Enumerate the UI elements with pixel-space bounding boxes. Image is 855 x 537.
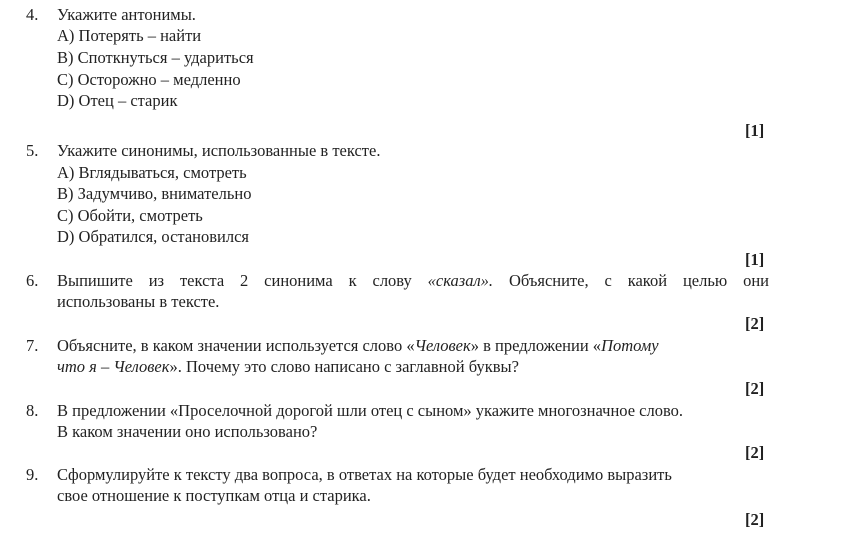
question-number: 8. (26, 401, 39, 420)
question-text-line-2: использованы в тексте. (57, 292, 220, 311)
option-b: B) Задумчиво, внимательно (57, 184, 252, 203)
score-mark: [2] (745, 314, 765, 333)
score-mark: [2] (745, 443, 765, 462)
option-c: C) Обойти, смотреть (57, 206, 203, 225)
question-text-line-1: Сформулируйте к тексту два вопроса, в ответах на которые будет необходимо выразить (57, 465, 672, 484)
text-segment: ». Почему это слово написано с заглавной буквы? (169, 357, 519, 376)
question-text-line-2: свое отношение к поступкам отца и старика. (57, 486, 371, 505)
italic-quote: Потому (601, 336, 659, 355)
text-segment: » в предложении « (470, 336, 602, 355)
score-mark: [2] (745, 379, 765, 398)
option-a: A) Вглядываться, смотреть (57, 163, 247, 182)
question-prompt: Укажите антонимы. (57, 5, 196, 24)
question-number: 7. (26, 336, 39, 355)
question-number: 4. (26, 5, 39, 24)
italic-word: Человек (414, 336, 471, 355)
option-a: A) Потерять – найти (57, 26, 202, 45)
question-text-line-2 (57, 357, 519, 377)
question-prompt: Укажите синонимы, использованные в тексте. (57, 141, 381, 160)
question-number: 5. (26, 141, 39, 160)
score-mark: [1] (745, 250, 765, 269)
option-c: C) Осторожно – медленно (57, 70, 241, 89)
text-segment: Объясните, в каком значении используется слово « (57, 336, 415, 355)
option-d: D) Обратился, остановился (57, 227, 249, 246)
text-segment: Объясните, с какой целью они (493, 271, 769, 290)
italic-quote: что я – Человек (57, 357, 170, 376)
option-b: B) Споткнуться – удариться (57, 48, 254, 67)
italic-quote: «сказал». (427, 271, 494, 290)
score-mark: [2] (745, 510, 765, 529)
question-number: 6. (26, 271, 39, 290)
question-text-line-1 (57, 271, 769, 291)
question-text-line-1 (57, 336, 659, 356)
score-mark: [1] (745, 121, 765, 140)
option-d: D) Отец – старик (57, 91, 178, 110)
text-segment: Выпишите из текста 2 синонима к слову (57, 271, 428, 290)
question-text-line-2: В каком значении оно использовано? (57, 422, 318, 441)
question-text-line-1: В предложении «Проселочной дорогой шли отец с сыном» укажите многозначное слово. (57, 401, 684, 420)
question-number: 9. (26, 465, 39, 484)
